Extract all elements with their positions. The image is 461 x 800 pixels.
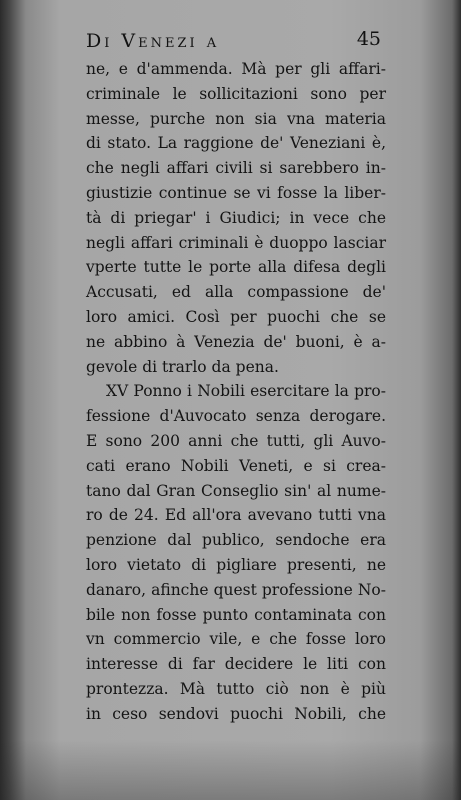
text-line: negli affari criminali è duoppo lasciar <box>86 233 386 252</box>
text-line: Accusati, ed alla compassione de' <box>86 283 386 302</box>
page-number: 45 <box>356 28 381 50</box>
running-head: Di Venezi a <box>86 30 220 52</box>
text-line: E sono 200 anni che tutti, gli Auvo- <box>86 431 386 450</box>
text-line: ne abbino à Venezia de' buoni, è a- <box>86 332 386 351</box>
text-line: loro vietato di pigliare presenti, ne <box>86 555 386 574</box>
text-line: tano dal Gran Conseglio sin' al nume- <box>86 481 386 500</box>
text-line: vperte tutte le porte alla difesa degli <box>86 258 386 277</box>
text-line: criminale le sollicitazioni sono per <box>86 84 386 103</box>
text-line: XV Ponno i Nobili esercitare la pro- <box>106 382 386 401</box>
text-line: messe, purche non sia vna materia <box>86 109 386 128</box>
body-text <box>86 57 386 727</box>
text-line: che negli affari civili si sarebbero in- <box>86 159 386 178</box>
page-header <box>86 30 381 56</box>
text-line: ro de 24. Ed all'ora avevano tutti vna <box>86 506 386 525</box>
text-line: loro amici. Così per puochi che se <box>86 307 386 326</box>
text-line: gevole di trarlo da pena. <box>86 357 279 376</box>
text-line: giustizie continue se vi fosse la liber- <box>86 183 386 202</box>
text-line: vn commercio vile, e che fosse loro <box>86 630 386 649</box>
text-line: tà di priegar' i Giudici; in vece che <box>86 208 386 227</box>
text-line: penzione dal publico, sendoche era <box>86 531 386 550</box>
text-line: fessione d'Auvocato senza derogare. <box>86 407 386 426</box>
text-line: danaro, afinche quest professione No- <box>86 580 386 599</box>
text-line: prontezza. Mà tutto ciò non è più <box>86 679 386 698</box>
text-line: ne, e d'ammenda. Mà per gli affari- <box>86 60 386 78</box>
text-line: in ceso sendovi puochi Nobili, che <box>86 704 386 723</box>
text-line: interesse di far decidere le liti con <box>86 655 386 674</box>
text-line: di stato. La raggione de' Veneziani è, <box>86 134 386 153</box>
text-line: bile non fosse punto contaminata con <box>86 605 386 624</box>
text-line: cati erano Nobili Veneti, e si crea- <box>86 456 386 475</box>
